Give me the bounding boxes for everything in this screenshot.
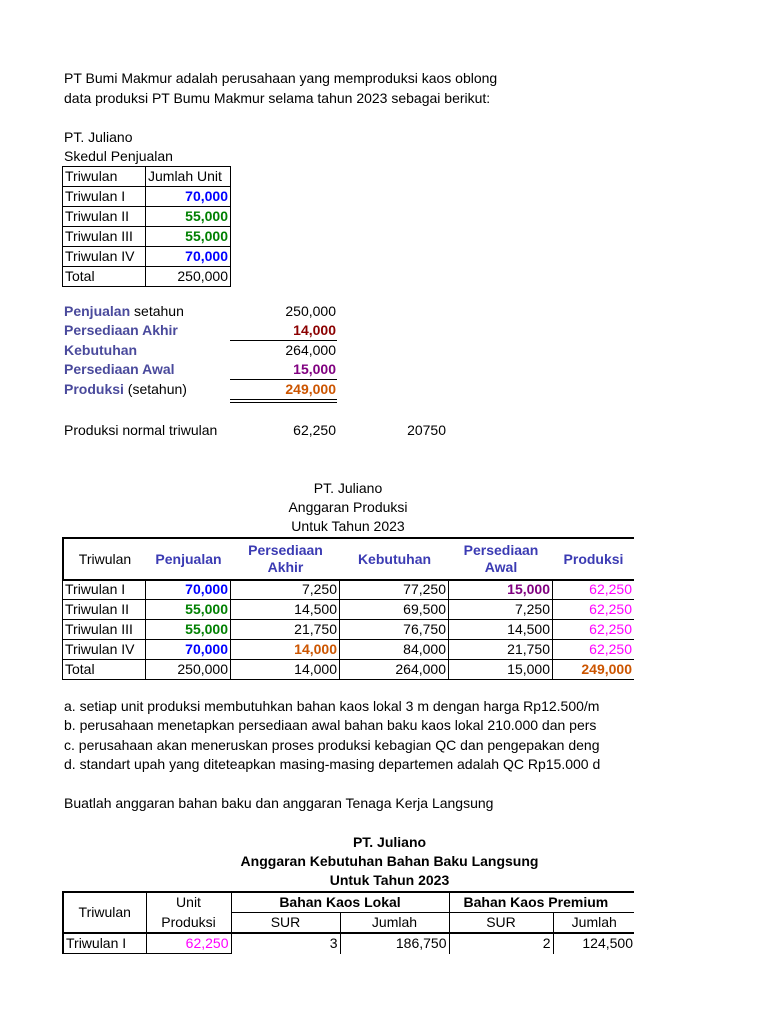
header-production: Produksi xyxy=(563,550,624,567)
total-ending-cell: 14,000 xyxy=(231,660,340,680)
beginning-cell: 7,250 xyxy=(449,600,553,620)
material-budget-title: Anggaran Kebutuhan Bahan Baku Langsung xyxy=(240,853,539,869)
units-cell: 70,000 xyxy=(146,247,231,267)
total-label-cell: Total xyxy=(63,267,146,287)
production-budget-table xyxy=(62,537,634,581)
total-units-cell: 250,000 xyxy=(146,267,231,287)
ending-cell: 14,500 xyxy=(231,600,340,620)
calc-beginning-value: 15,000 xyxy=(293,361,336,377)
header-unit: Unit xyxy=(146,892,231,913)
ending-cell: 21,750 xyxy=(231,620,340,640)
calc-double-underline xyxy=(230,399,337,400)
sales-cell: 55,000 xyxy=(146,620,231,640)
unit-production-cell: 62,250 xyxy=(146,933,231,954)
header-local-material: Bahan Kaos Lokal xyxy=(231,892,449,913)
calc-needs-label: Kebutuhan xyxy=(64,342,138,358)
production-budget-period: Untuk Tahun 2023 xyxy=(291,518,405,534)
note-d: d. standart upah yang diteteapkan masing-masing departemen adalah QC Rp15.000 d xyxy=(64,756,601,772)
sales-cell: 55,000 xyxy=(146,600,231,620)
quarter-cell: Triwulan III xyxy=(63,227,146,247)
sales-cell: 70,000 xyxy=(146,640,231,660)
quarter-cell: Triwulan I xyxy=(63,933,146,954)
calc-production-label: Produksi (setahun) xyxy=(64,381,187,397)
production-cell: 62,250 xyxy=(553,640,635,660)
normal-production-extra: 20750 xyxy=(407,422,446,438)
sales-schedule-company: PT. Juliano xyxy=(64,129,133,145)
header-needs: Kebutuhan xyxy=(357,550,432,567)
local-sur-cell: 3 xyxy=(231,933,340,954)
total-beginning-cell: 15,000 xyxy=(449,660,553,680)
total-needs-cell: 264,000 xyxy=(340,660,449,680)
needs-cell: 84,000 xyxy=(340,640,449,660)
header-units: Jumlah Unit xyxy=(146,167,231,187)
table-row xyxy=(63,620,635,640)
needs-cell: 77,250 xyxy=(340,580,449,600)
table-header-row xyxy=(63,892,634,913)
header-quarter: Triwulan xyxy=(63,167,146,187)
header-local-sur: SUR xyxy=(231,913,340,934)
header-premium-amount: Jumlah xyxy=(571,914,617,930)
note-c: c. perusahaan akan meneruskan proses produksi kebagian QC dan pengepakan deng xyxy=(64,737,600,753)
header-premium-material: Bahan Kaos Premium xyxy=(449,892,634,913)
header-ending-inventory: Persediaan Akhir xyxy=(248,542,323,575)
calc-double-underline xyxy=(230,402,337,403)
production-budget-company: PT. Juliano xyxy=(313,480,383,496)
quarter-cell: Triwulan IV xyxy=(63,247,146,267)
calc-sales-label: Penjualan setahun xyxy=(64,303,184,319)
beginning-cell: 21,750 xyxy=(449,640,553,660)
calc-ending-label: Persediaan Akhir xyxy=(64,322,178,338)
local-amount-cell: 186,750 xyxy=(340,933,449,954)
table-total-row xyxy=(63,267,231,287)
header-beginning-inventory: Persediaan Awal xyxy=(463,542,539,575)
table-row xyxy=(63,247,231,267)
quarter-cell: Triwulan III xyxy=(63,620,146,640)
note-a: a. setiap unit produksi membutuhkan bahan kaos lokal 3 m dengan harga Rp12.500/m xyxy=(64,698,600,714)
note-b: b. perusahaan menetapkan persediaan awal bahan baku kaos lokal 210.000 dan pers xyxy=(64,717,597,733)
total-production-cell: 249,000 xyxy=(553,660,635,680)
header-sales: Penjualan xyxy=(155,550,222,567)
production-cell: 62,250 xyxy=(553,620,635,640)
table-row xyxy=(63,933,634,954)
table-row xyxy=(63,207,231,227)
production-budget-title: Anggaran Produksi xyxy=(288,499,408,515)
needs-cell: 69,500 xyxy=(340,600,449,620)
header-quarter: Triwulan xyxy=(63,892,146,933)
quarter-cell: Triwulan IV xyxy=(63,640,146,660)
ending-cell: 14,000 xyxy=(231,640,340,660)
needs-cell: 76,750 xyxy=(340,620,449,640)
units-cell: 55,000 xyxy=(146,207,231,227)
header-quarter: Triwulan xyxy=(78,550,132,567)
task-instruction: Buatlah anggaran bahan baku dan anggaran Tenaga Kerja Langsung xyxy=(64,795,494,811)
sales-cell: 70,000 xyxy=(146,580,231,600)
table-row xyxy=(63,227,231,247)
table-subheader-row xyxy=(63,913,634,934)
premium-amount-cell: 124,500 xyxy=(582,935,633,952)
total-sales-cell: 250,000 xyxy=(146,660,231,680)
intro-line-2: data produksi PT Bumu Makmur selama tahun 2023 sebagai berikut: xyxy=(64,90,491,106)
table-row xyxy=(63,580,635,600)
table-row xyxy=(63,187,231,207)
table-header-row xyxy=(63,538,634,580)
header-premium-sur: SUR xyxy=(449,913,553,934)
premium-sur-cell: 2 xyxy=(449,933,553,954)
material-budget-period: Untuk Tahun 2023 xyxy=(329,872,450,888)
header-local-amount: Jumlah xyxy=(340,913,449,934)
total-label-cell: Total xyxy=(63,660,146,680)
units-cell: 55,000 xyxy=(146,227,231,247)
quarter-cell: Triwulan I xyxy=(63,580,146,600)
calc-sales-value: 250,000 xyxy=(285,303,336,319)
quarter-cell: Triwulan II xyxy=(63,600,146,620)
calc-production-value: 249,000 xyxy=(285,381,336,397)
production-budget-body xyxy=(62,579,634,680)
material-budget-company: PT. Juliano xyxy=(352,834,427,850)
material-budget-table xyxy=(62,891,634,954)
production-cell: 62,250 xyxy=(553,580,635,600)
quarter-cell: Triwulan II xyxy=(63,207,146,227)
calc-beginning-label: Persediaan Awal xyxy=(64,361,175,377)
normal-production-label: Produksi normal triwulan xyxy=(64,422,218,438)
ending-cell: 7,250 xyxy=(231,580,340,600)
normal-production-value: 62,250 xyxy=(293,422,336,438)
quarter-cell: Triwulan I xyxy=(63,187,146,207)
table-total-row xyxy=(63,660,635,680)
production-cell: 62,250 xyxy=(553,600,635,620)
beginning-cell: 15,000 xyxy=(449,580,553,600)
sales-schedule-table xyxy=(62,166,231,287)
header-production: Produksi xyxy=(146,913,231,934)
calc-needs-value: 264,000 xyxy=(285,342,336,358)
sales-schedule-title: Skedul Penjualan xyxy=(64,148,173,164)
table-header-row xyxy=(63,167,231,187)
beginning-cell: 14,500 xyxy=(449,620,553,640)
intro-line-1: PT Bumi Makmur adalah perusahaan yang memproduksi kaos oblong xyxy=(64,70,498,86)
units-cell: 70,000 xyxy=(146,187,231,207)
table-row xyxy=(63,600,635,620)
table-row xyxy=(63,640,635,660)
calc-ending-value: 14,000 xyxy=(293,322,336,338)
